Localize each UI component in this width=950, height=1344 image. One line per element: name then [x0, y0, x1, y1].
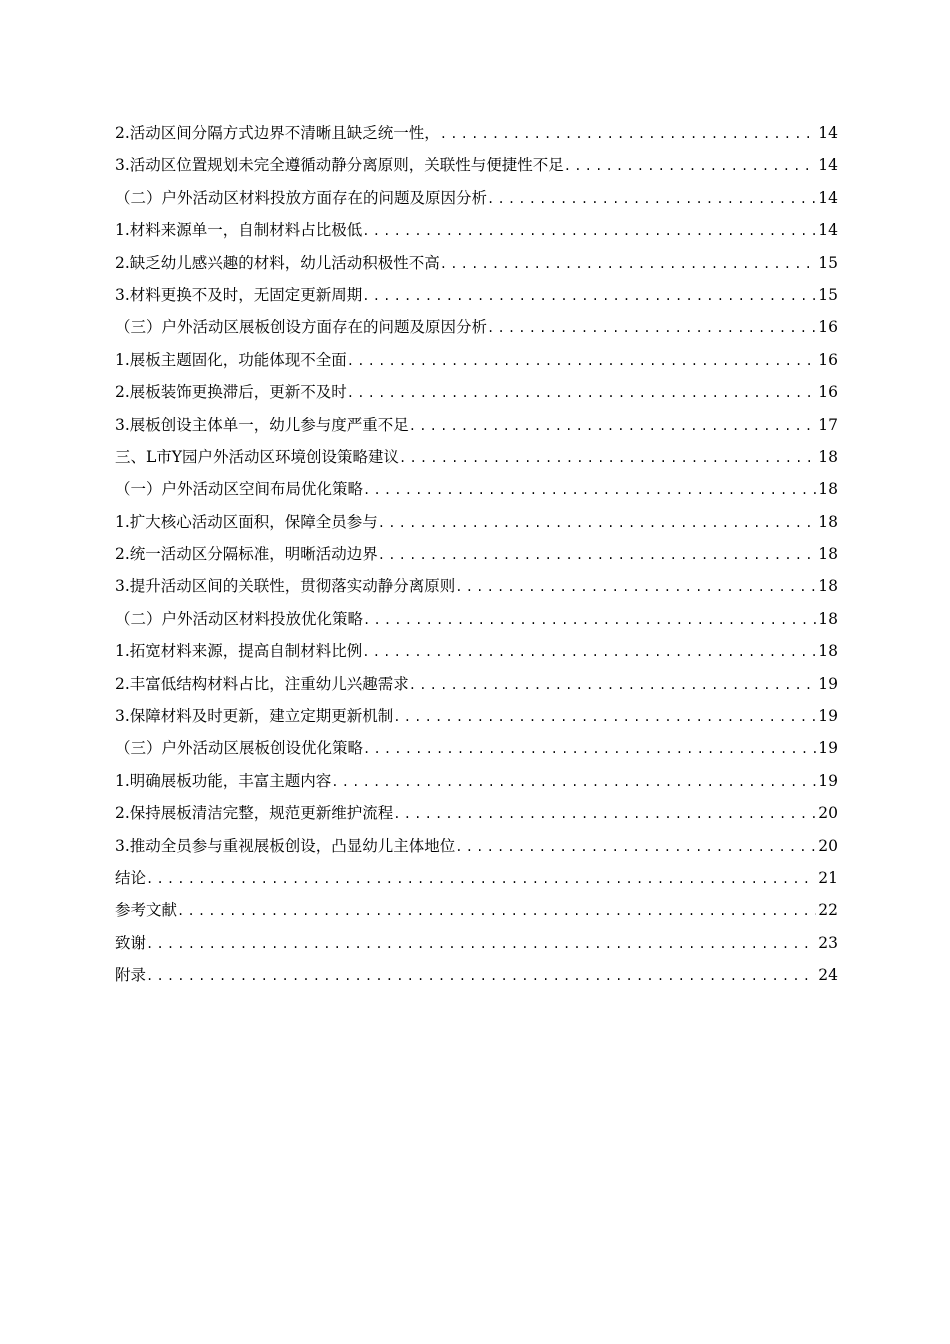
toc-entry-page-number: 18 — [818, 577, 838, 596]
toc-entry-page-number: 21 — [818, 868, 838, 887]
toc-entry[interactable] — [115, 473, 838, 505]
toc-entry[interactable] — [115, 765, 838, 797]
toc-entry[interactable] — [115, 182, 838, 214]
toc-entry[interactable] — [115, 862, 838, 894]
toc-entry-page-number: 18 — [818, 512, 838, 531]
toc-entry-page-number: 18 — [818, 545, 838, 564]
toc-dot-leader — [146, 863, 816, 895]
toc-dot-leader — [409, 410, 816, 442]
toc-dot-leader — [363, 474, 816, 506]
toc-dot-leader — [331, 766, 816, 798]
toc-entry-title: （二）户外活动区材料投放优化策略 — [115, 609, 364, 628]
toc-dot-leader — [378, 507, 816, 539]
toc-dot-leader — [455, 571, 816, 603]
toc-entry-title: 1.展板主题固化，功能体现不全面 — [115, 350, 347, 369]
toc-dot-leader — [362, 215, 816, 247]
toc-entry[interactable] — [115, 894, 838, 926]
toc-dot-leader — [440, 248, 816, 280]
toc-entry-page-number: 23 — [818, 933, 838, 952]
toc-entry[interactable] — [115, 570, 838, 602]
toc-entry-page-number: 14 — [818, 124, 838, 142]
toc-entry[interactable] — [115, 927, 838, 959]
toc-entry[interactable] — [115, 409, 838, 441]
toc-entry-page-number: 19 — [818, 674, 838, 693]
toc-entry-title: 2.活动区间分隔方式边界不清晰且缺乏统一性， — [115, 124, 440, 142]
toc-entry-page-number: 15 — [818, 253, 838, 272]
toc-dot-leader — [347, 377, 816, 409]
toc-entry-title: 附录 — [115, 966, 147, 985]
toc-dot-leader — [393, 701, 816, 733]
toc-entry-title: 3.推动全员参与重视展板创设，凸显幼儿主体地位 — [115, 836, 456, 855]
toc-entry[interactable] — [115, 668, 838, 700]
toc-entry-title: 致谢 — [115, 933, 147, 952]
toc-dot-leader — [440, 118, 816, 150]
toc-entry-page-number: 19 — [818, 739, 838, 758]
toc-entry-title: 2.保持展板清洁完整，规范更新维护流程 — [115, 804, 394, 823]
toc-entry-title: 3.展板创设主体单一，幼儿参与度严重不足 — [115, 415, 409, 434]
toc-entry-page-number: 14 — [818, 221, 838, 240]
table-of-contents — [115, 117, 838, 992]
toc-entry[interactable] — [115, 797, 838, 829]
toc-entry[interactable] — [115, 506, 838, 538]
toc-entry[interactable] — [115, 538, 838, 570]
toc-entry-page-number: 16 — [818, 318, 838, 337]
toc-entry-title: 1.明确展板功能，丰富主题内容 — [115, 771, 332, 790]
toc-entry-title: 3.提升活动区间的关联性，贯彻落实动静分离原则 — [115, 577, 456, 596]
toc-entry-page-number: 19 — [818, 771, 838, 790]
toc-entry-page-number: 22 — [818, 901, 838, 920]
toc-dot-leader — [455, 831, 816, 863]
toc-dot-leader — [487, 183, 816, 215]
toc-entry-page-number: 18 — [818, 642, 838, 661]
toc-entry[interactable] — [115, 959, 838, 991]
toc-entry-page-number: 19 — [818, 707, 838, 726]
toc-entry[interactable] — [115, 635, 838, 667]
toc-entry-title: 3.材料更换不及时，无固定更新周期 — [115, 285, 363, 304]
toc-entry[interactable] — [115, 117, 838, 149]
toc-entry[interactable] — [115, 603, 838, 635]
toc-entry[interactable] — [115, 311, 838, 343]
toc-entry[interactable] — [115, 279, 838, 311]
toc-entry-title: （二）户外活动区材料投放方面存在的问题及原因分析 — [115, 188, 488, 207]
toc-entry-title: 参考文献 — [115, 901, 178, 920]
toc-dot-leader — [393, 798, 816, 830]
toc-entry-title: 1.材料来源单一，自制材料占比极低 — [115, 221, 363, 240]
toc-dot-leader — [363, 733, 816, 765]
toc-dot-leader — [363, 604, 816, 636]
toc-entry-title: （三）户外活动区展板创设优化策略 — [115, 739, 364, 758]
toc-entry-title: 三、L市Y园户外活动区环境创设策略建议 — [115, 447, 400, 466]
toc-dot-leader — [399, 442, 816, 474]
toc-entry-title: （三）户外活动区展板创设方面存在的问题及原因分析 — [115, 318, 488, 337]
toc-entry-title: 2.统一活动区分隔标准，明晰活动边界 — [115, 545, 378, 564]
toc-entry-page-number: 18 — [818, 609, 838, 628]
toc-entry-title: 3.活动区位置规划未完全遵循动静分离原则，关联性与便捷性不足 — [115, 156, 564, 175]
toc-dot-leader — [347, 345, 816, 377]
toc-entry-page-number: 14 — [818, 156, 838, 175]
toc-entry[interactable] — [115, 247, 838, 279]
toc-entry-page-number: 18 — [818, 480, 838, 499]
toc-entry-page-number: 14 — [818, 188, 838, 207]
toc-dot-leader — [146, 960, 816, 992]
toc-entry[interactable] — [115, 441, 838, 473]
toc-entry-page-number: 16 — [818, 350, 838, 369]
toc-entry[interactable] — [115, 732, 838, 764]
toc-entry-page-number: 16 — [818, 383, 838, 402]
toc-entry[interactable] — [115, 214, 838, 246]
toc-dot-leader — [378, 539, 816, 571]
toc-entry[interactable] — [115, 700, 838, 732]
toc-entry-title: 3.保障材料及时更新，建立定期更新机制 — [115, 707, 394, 726]
toc-dot-leader — [487, 312, 816, 344]
toc-entry-page-number: 20 — [818, 836, 838, 855]
toc-entry-page-number: 24 — [818, 966, 838, 985]
toc-entry-page-number: 15 — [818, 285, 838, 304]
toc-dot-leader — [409, 669, 816, 701]
toc-dot-leader — [177, 895, 816, 927]
toc-entry-title: 结论 — [115, 868, 147, 887]
toc-dot-leader — [362, 636, 816, 668]
toc-entry-title: 1.拓宽材料来源，提高自制材料比例 — [115, 642, 363, 661]
toc-entry[interactable] — [115, 344, 838, 376]
toc-entry[interactable] — [115, 376, 838, 408]
toc-entry-page-number: 18 — [818, 447, 838, 466]
toc-entry[interactable] — [115, 149, 838, 181]
toc-entry-title: 1.扩大核心活动区面积，保障全员参与 — [115, 512, 378, 531]
toc-dot-leader — [362, 280, 816, 312]
toc-entry-page-number: 17 — [818, 415, 838, 434]
toc-entry-title: 2.展板装饰更换滞后，更新不及时 — [115, 383, 347, 402]
toc-entry-title: 2.丰富低结构材料占比，注重幼儿兴趣需求 — [115, 674, 409, 693]
toc-entry[interactable] — [115, 830, 838, 862]
toc-entry-title: （一）户外活动区空间布局优化策略 — [115, 480, 364, 499]
toc-dot-leader — [146, 928, 816, 960]
toc-entry-title: 2.缺乏幼儿感兴趣的材料，幼儿活动积极性不高 — [115, 253, 440, 272]
toc-dot-leader — [564, 150, 816, 182]
toc-entry-page-number: 20 — [818, 804, 838, 823]
